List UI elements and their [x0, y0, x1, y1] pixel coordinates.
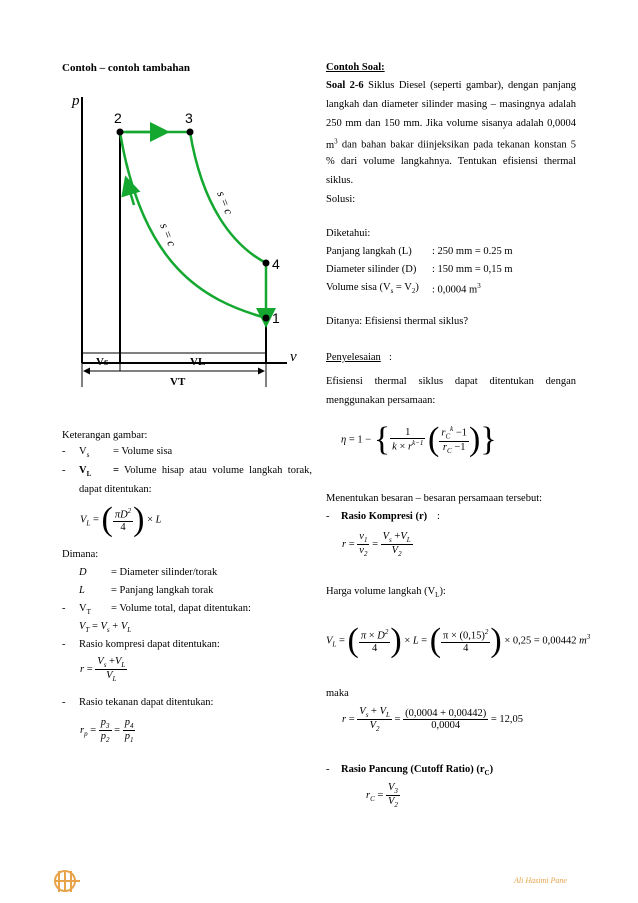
- vt-formula: $V_T = V_s + V_L$: [79, 621, 132, 635]
- ket2-eq: =: [113, 465, 119, 476]
- vl-calc: $V_L$ = ( $\frac{\pi \times D^2}{4}$ ) × L = ( $\frac{\pi \times (0,15)^2}{4}$ ) × 0,25 = 0,00442 $m^3$: [326, 622, 591, 659]
- known-3-label: Volume sisa $(V_s = V_2)$: [326, 282, 419, 296]
- ket1-text: = Volume sisa: [113, 446, 173, 457]
- svg-text:Vs: Vs: [96, 356, 109, 368]
- soal-line-4: $m^3$ dan bahan bakar diinjeksikan pada tekanan konstan 5: [326, 137, 576, 151]
- dimana: Dimana:: [62, 549, 99, 560]
- rk-title: Rasio Kompresi (r): [341, 511, 428, 522]
- rk-title-bullet: -: [326, 511, 330, 522]
- point-3: [187, 129, 194, 136]
- penyelesaian: Penyelesaian: [326, 352, 381, 363]
- right-title: Contoh Soal:: [326, 62, 385, 73]
- ket2-text-b: dapat ditentukan:: [79, 484, 152, 495]
- d-text: = Diameter silinder/torak: [111, 567, 218, 578]
- rk-bullet: -: [62, 639, 66, 650]
- known-3-value: : 0,0004 $m^3$: [432, 282, 481, 296]
- author: Ali Hasimi Pane: [514, 876, 567, 885]
- svg-text:4: 4: [272, 256, 280, 272]
- rp-bullet: -: [62, 697, 66, 708]
- r-formula: r = $\frac{V_s +V_L}{V_L}$: [80, 656, 126, 684]
- rk-title-colon: :: [437, 511, 440, 522]
- pv-diagram: [62, 85, 312, 395]
- rk-text: Rasio kompresi dapat ditentukan:: [79, 639, 220, 650]
- svg-text:VL: VL: [190, 356, 206, 368]
- ket2-symbol: $V_L$: [79, 465, 92, 479]
- left-heading: Contoh – contoh tambahan: [62, 62, 191, 74]
- svg-text:1: 1: [272, 310, 280, 326]
- rc-bullet: -: [326, 764, 330, 775]
- soal-line-3: 250 mm dan 150 mm. Jika volume sisanya adalah 0,0004: [326, 118, 576, 129]
- point-2: [117, 129, 124, 136]
- efficiency-formula: η = 1 − { $\frac{1}{k \times r^{k-1}}$ ( $\frac{r_C^k -1}{r_C -1}$ )}: [341, 421, 497, 458]
- maka: maka: [326, 688, 349, 699]
- known-2-label: Diameter silinder (D): [326, 264, 417, 275]
- menentukan: Menentukan besaran – besaran persamaan tersebut:: [326, 493, 543, 504]
- l-text: = Panjang langkah torak: [111, 585, 214, 596]
- point-1: [263, 315, 270, 322]
- rp-text: Rasio tekanan dapat ditentukan:: [79, 697, 214, 708]
- efisiensi-line-1: Efisiensi thermal siklus dapat ditentukan dengan: [326, 376, 576, 387]
- ket2-bullet: -: [62, 465, 66, 476]
- known-2-value: : 150 mm = 0,15 m: [432, 264, 513, 275]
- ket1-bullet: -: [62, 446, 66, 457]
- soal-line-2: langkah dan diameter silinder masing – masingnya adalah: [326, 99, 576, 110]
- solusi: Solusi:: [326, 194, 356, 205]
- svg-text:VT: VT: [170, 376, 186, 388]
- soal-line-6: siklus.: [326, 175, 354, 186]
- ket2-text-a: Volume hisap atau volume langkah torak,: [124, 465, 312, 476]
- vt-text: = Volume total, dapat ditentukan:: [111, 603, 251, 614]
- svg-text:s = c: s = c: [214, 188, 237, 217]
- r-calc: r = $\frac{V_s + V_L}{V_2}$ = $\frac{(0,0004 + 0,00442)}{0,0004}$ = 12,05: [342, 706, 524, 734]
- efisiensi-line-2: menggunakan persamaan:: [326, 395, 436, 406]
- l-symbol: L: [79, 585, 85, 596]
- soal-line-5: % dari volume langkahnya. Tentukan efisiensi thermal: [326, 156, 576, 167]
- rp-formula: $r_p$ = $\frac{p_3}{p_2}$ = $\frac{p_4}{p_1}$: [80, 717, 134, 745]
- ket-title: Keterangan gambar:: [62, 430, 148, 441]
- p-axis-label: p: [72, 93, 80, 109]
- known-1-value: : 250 mm = 0.25 m: [432, 246, 513, 257]
- rk-formula: r = $\frac{v_1}{v_2}$ = $\frac{V_s +V_L}{V_2}$: [342, 531, 411, 559]
- logo-icon: [52, 868, 82, 894]
- point-4: [263, 260, 270, 267]
- svg-text:2: 2: [114, 110, 122, 126]
- rc-formula: $r_C$ = $\frac{V_3}{V_2}$: [366, 782, 398, 810]
- v-axis-label: v: [290, 349, 297, 365]
- process-1-2: [120, 132, 266, 318]
- soal-line-1: Soal 2-6 Siklus Diesel (seperti gambar), dengan panjang: [326, 80, 577, 91]
- vl-formula: $V_L$ = ( $\frac{\pi D^2}{4}$ ) × L: [80, 501, 162, 538]
- vt-symbol: $V_T$: [79, 603, 91, 617]
- known-1-label: Panjang langkah (L): [326, 246, 412, 257]
- ditanya: Ditanya: Efisiensi thermal siklus?: [326, 316, 469, 327]
- svg-text:s = c: s = c: [157, 220, 180, 249]
- ket1-symbol: $V_s$: [79, 446, 90, 460]
- harga-vl: Harga volume langkah $(V_L)$:: [326, 586, 446, 600]
- d-symbol: D: [79, 567, 87, 578]
- vt-bullet: -: [62, 603, 66, 614]
- svg-text:3: 3: [185, 110, 193, 126]
- rc-title: Rasio Pancung (Cutoff Ratio) $(r_C)$: [341, 764, 494, 778]
- diketahui: Diketahui:: [326, 228, 371, 239]
